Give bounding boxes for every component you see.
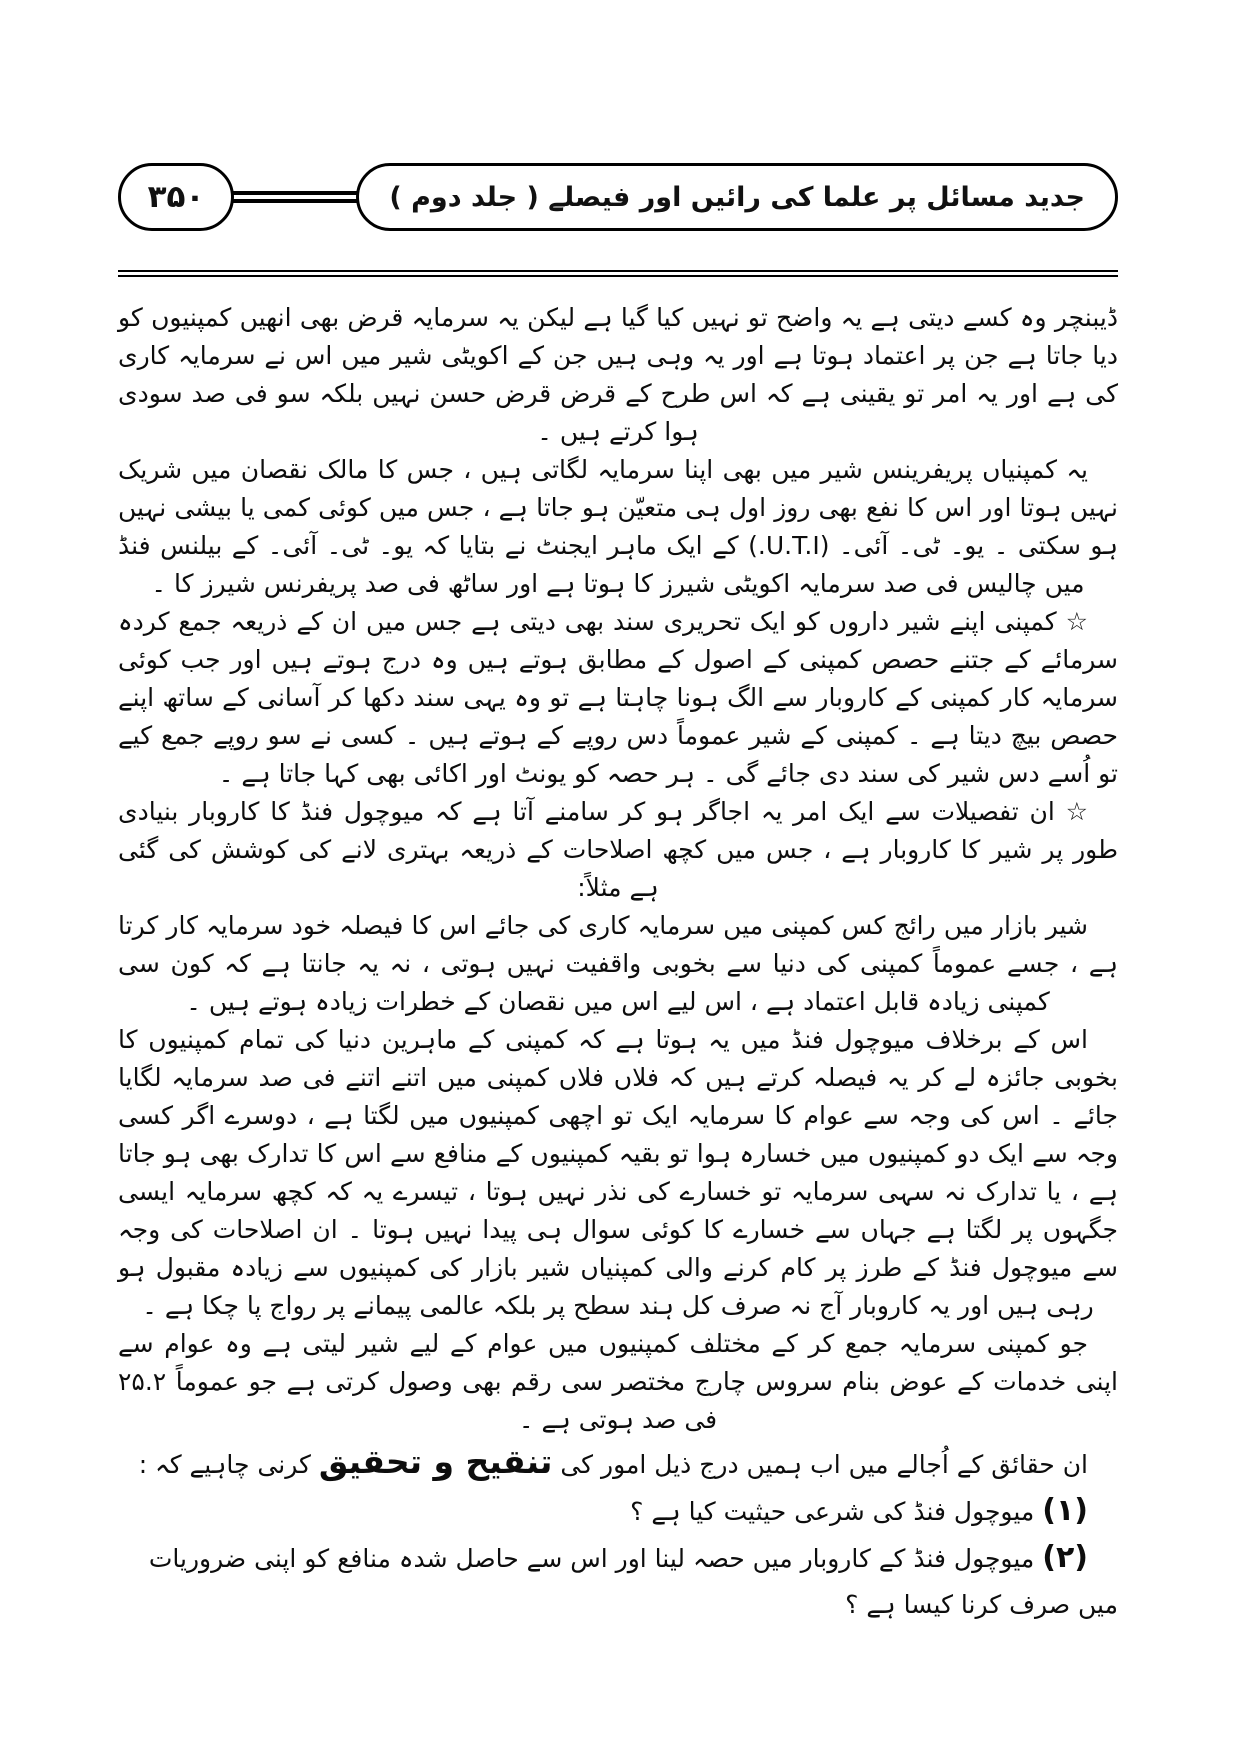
- body-paragraph-7: جو کمپنی سرمایہ جمع کر کے مختلف کمپنیوں میں عوام کے لیے شیر لیتی ہے وہ عوام سے اپنی خدمات کے عوض بنام سروس چارج مختصر سی رقم بھی وصول کرتی ہے جو عموماً ۲۵.۲ فی صد ہوتی ہے ۔: [118, 1329, 1118, 1434]
- page-number-badge: [118, 163, 234, 231]
- book-title-cartouche: [356, 163, 1118, 231]
- body-paragraph-3: ☆ کمپنی اپنے شیر داروں کو ایک تحریری سند بھی دیتی ہے جس میں ان کے ذریعہ جمع کردہ سرمائے کے جتنے حصص کمپنی کے اصول کے مطابق ہوتے ہیں وہ درج ہوتے ہیں اور جب کوئی سرمایہ کار کمپنی کے کاروبار سے الگ ہونا چاہتا ہے تو وہ یہی سند دکھا کر آسانی کے ساتھ اپنے حصص بیچ دیتا ہے ۔ کمپنی کے شیر عموماً دس روپے کے ہوتے ہیں ۔ کسی نے سو روپے جمع کیے تو اُسے دس شیر کی سند دی جائے گی ۔ ہر حصہ کو یونٹ اور اکائی بھی کہا جاتا ہے ۔: [118, 607, 1118, 788]
- emphasis-phrase: تنقیح و تحقیق: [318, 1442, 553, 1481]
- item-text-1: میوچول فنڈ کی شرعی حیثیت کیا ہے ؟: [630, 1497, 1035, 1526]
- intro-text-before: ان حقائق کے اُجالے میں اب ہمیں درج ذیل امور کی: [560, 1450, 1088, 1479]
- body-paragraph-2: یہ کمپنیاں پریفرینس شیر میں بھی اپنا سرمایہ لگاتی ہیں ، جس کا مالک نقصان میں شریک نہیں ہوتا اور اس کا نفع بھی روز اول ہی متعیّن ہو جاتا ہے ، جس میں کوئی کمی یا بیشی نہیں ہو سکتی ۔ یو۔ ٹی۔ آئی۔ (U.T.I.) کے ایک ماہر ایجنٹ نے بتایا کہ یو۔ ٹی۔ آئی۔ کے بیلنس فنڈ میں چالیس فی صد سرمایہ اکویٹی شیرز کا ہوتا ہے اور ساٹھ فی صد پریفرنس شیرز کا ۔: [118, 455, 1118, 598]
- questions-intro-line: [118, 1439, 1118, 1488]
- body-paragraph-1: ڈیبنچر وہ کسے دیتی ہے یہ واضح تو نہیں کیا گیا ہے لیکن یہ سرمایہ قرض بھی انھیں کمپنیوں کو دیا جاتا ہے جن پر اعتماد ہوتا ہے اور یہ وہی ہیں جن کے اکویٹی شیر میں اس نے سرمایہ کاری کی ہے اور یہ امر تو یقینی ہے کہ اس طرح کے قرض قرض حسن نہیں بلکہ سو فی صد سودی ہوا کرتے ہیں ۔: [118, 303, 1118, 446]
- header-rule: [230, 191, 360, 203]
- body-paragraph-6: اس کے برخلاف میوچول فنڈ میں یہ ہوتا ہے کہ کمپنی کے ماہرین دنیا کی تمام کمپنیوں کا بخوبی جائزہ لے کر یہ فیصلہ کرتے ہیں کہ فلاں فلاں کمپنی میں اتنے اتنے فی صد سرمایہ لگایا جائے ۔ اس کی وجہ سے عوام کا سرمایہ ایک تو اچھی کمپنیوں میں لگتا ہے ، دوسرے اگر کسی وجہ سے ایک دو کمپنیوں میں خسارہ ہوا تو بقیہ کمپنیوں کے منافع سے اس کا تدارک بھی ہو جاتا ہے ، یا تدارک نہ سہی سرمایہ تو خسارے کی نذر نہیں ہوتا ، تیسرے یہ کہ کچھ سرمایہ ایسی جگہوں پر لگتا ہے جہاں سے خسارے کا کوئی سوال ہی پیدا نہیں ہوتا ۔ ان اصلاحات کی وجہ سے میوچول فنڈ کے طرز پر کام کرنے والی کمپنیاں شیر بازار کی کمپنیوں سے زیادہ مقبول ہو رہی ہیں اور یہ کاروبار آج نہ صرف کل ہند سطح پر بلکہ عالمی پیمانے پر رواج پا چکا ہے ۔: [118, 1025, 1118, 1320]
- item-number-2: (۲): [1042, 1540, 1088, 1575]
- item-text-2: میوچول فنڈ کے کاروبار میں حصہ لینا اور اس سے حاصل شدہ منافع کو اپنی ضروریات میں صرف کرنا کیسا ہے ؟: [148, 1544, 1118, 1619]
- page-header: [118, 160, 1118, 234]
- page-number: ۳۵۰: [147, 179, 205, 215]
- book-title: جدید مسائل پر علما کی رائیں اور فیصلے ( جلد دوم ): [389, 181, 1085, 213]
- page-content: [118, 299, 1118, 1628]
- intro-text-after: کرنی چاہیے کہ :: [138, 1450, 311, 1479]
- book-page: [118, 160, 1118, 1628]
- question-item-2: [118, 1535, 1118, 1628]
- body-paragraph-4: ☆ ان تفصیلات سے ایک امر یہ اجاگر ہو کر سامنے آتا ہے کہ میوچول فنڈ کا کاروبار بنیادی طور پر شیر کا کاروبار ہے ، جس میں کچھ اصلاحات کے ذریعہ بہتری لانے کی کوشش کی گئی ہے مثلاً:: [118, 797, 1118, 902]
- question-item-1: [118, 1488, 1118, 1535]
- body-paragraph-5: شیر بازار میں رائج کس کمپنی میں سرمایہ کاری کی جائے اس کا فیصلہ خود سرمایہ کار کرتا ہے ، جسے عموماً کمپنی کی دنیا سے بخوبی واقفیت نہیں ہوتی ، نہ یہ جانتا ہے کہ کون سی کمپنی زیادہ قابل اعتماد ہے ، اس لیے اس میں نقصان کے خطرات زیادہ ہوتے ہیں ۔: [118, 911, 1118, 1016]
- item-number-1: (۱): [1042, 1493, 1088, 1528]
- header-underline: [118, 270, 1118, 277]
